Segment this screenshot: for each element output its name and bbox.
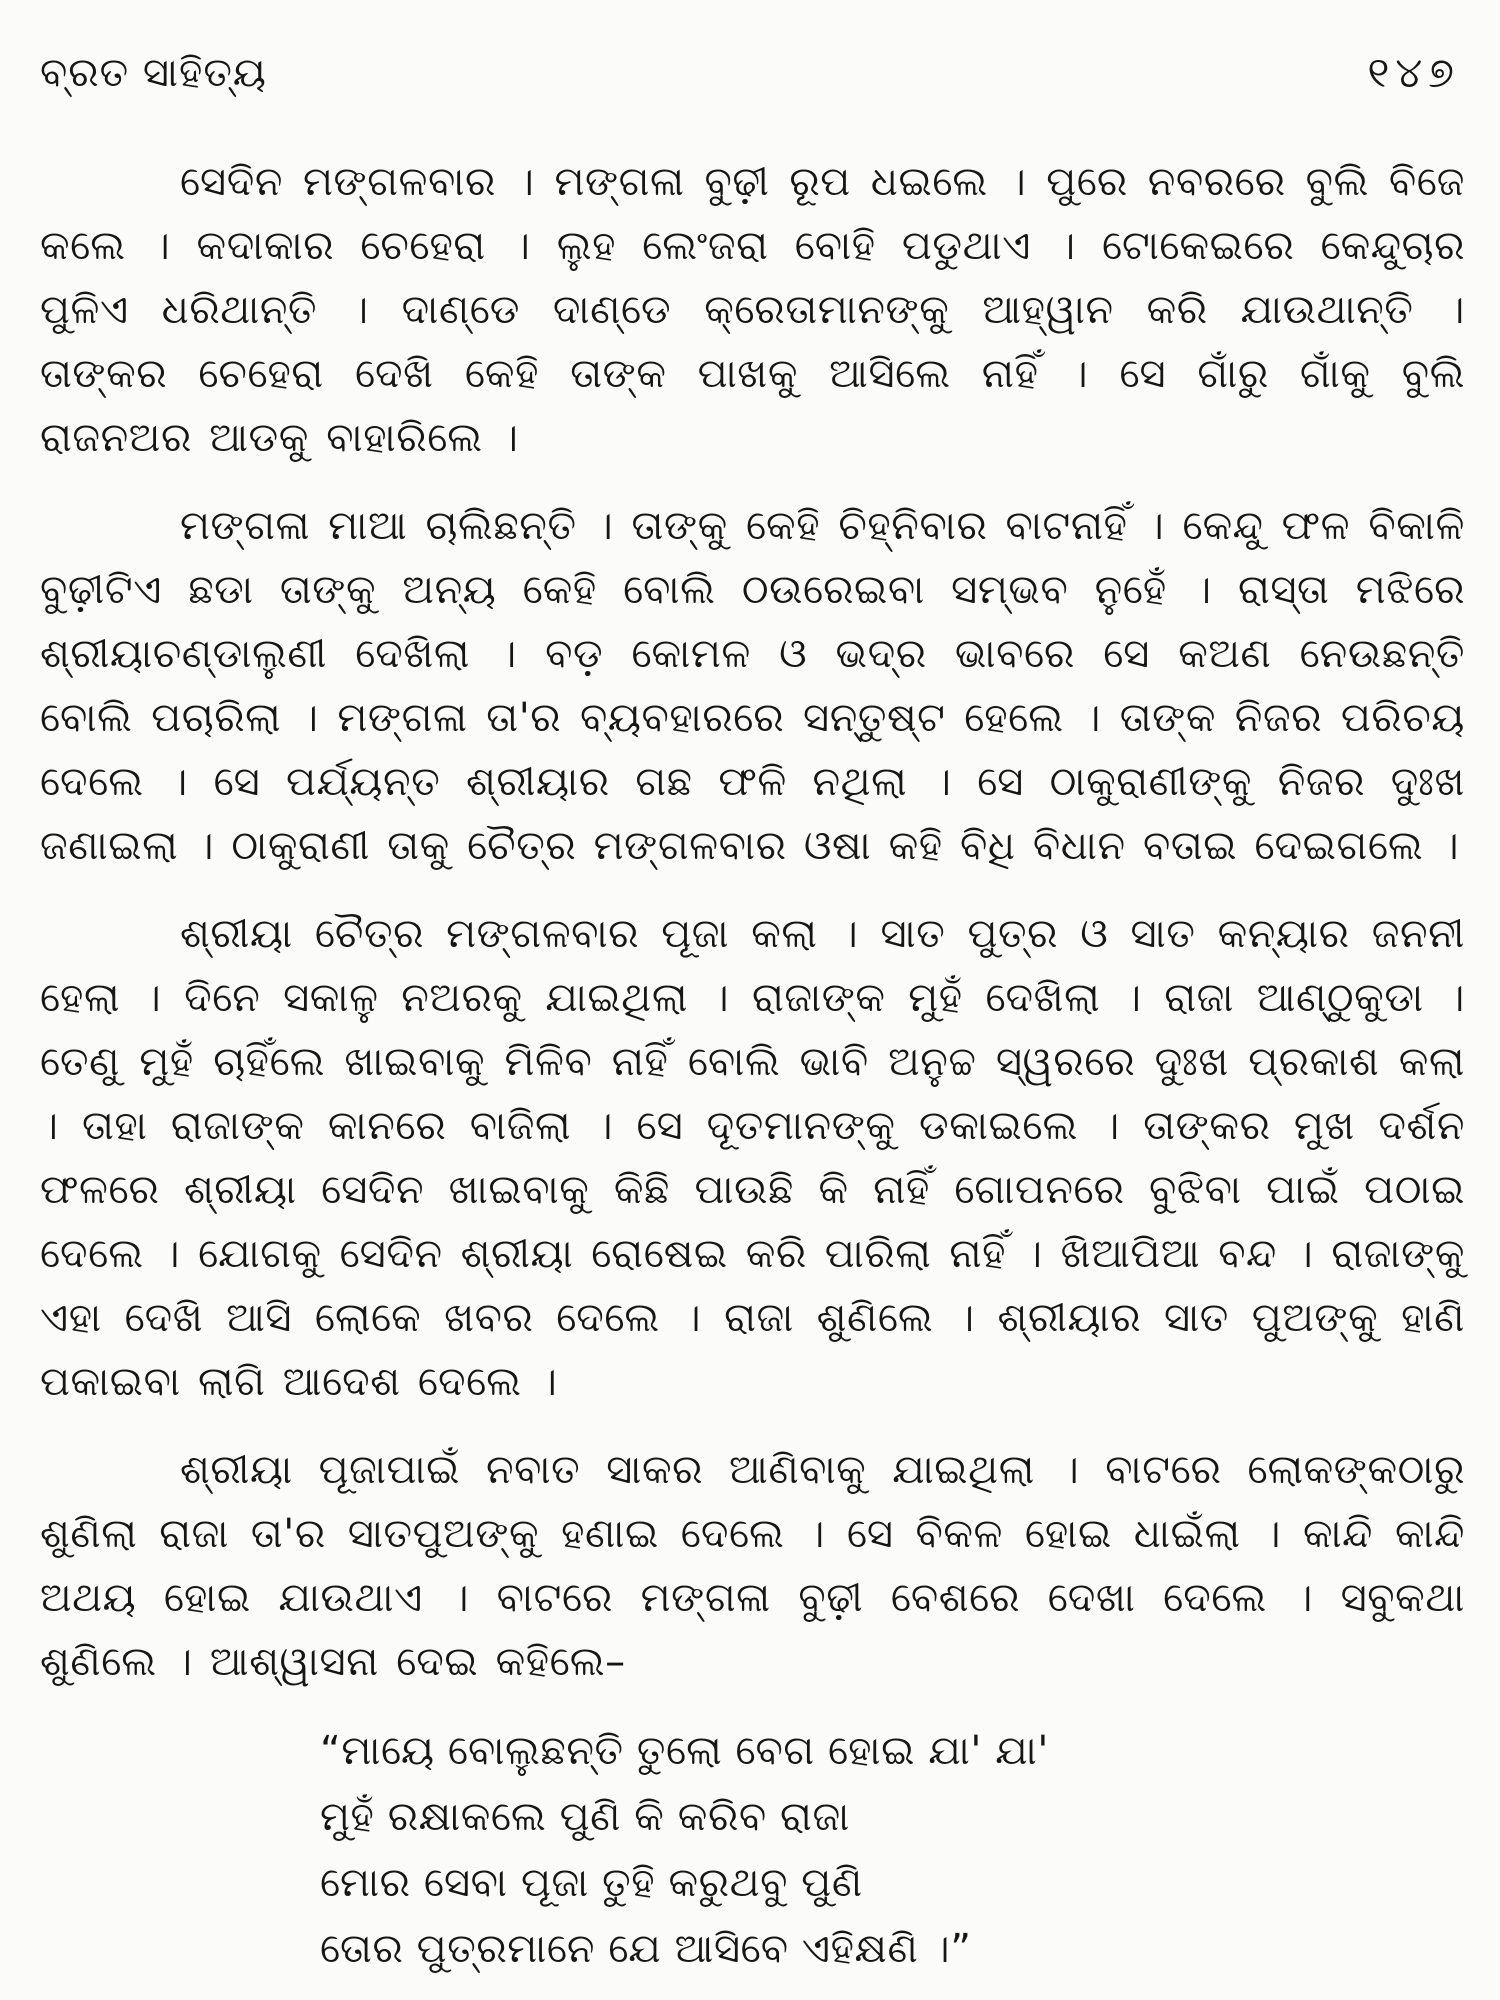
verse-line-1: “ମାୟେ ବୋଲୁଛନ୍ତି ତୁଲୋ ବେଗ ହୋଇ ଯା' ଯା' [320,1728,1049,1774]
header-title: ବ୍ରତ ସାହିତ୍ୟ [40,50,267,96]
paragraph-2: ମଙ୍ଗଳା ମାଆ ଚାଲିଛନ୍ତି । ତାଙ୍କୁ କେହି ଚିହ୍ନିବାର ବାଟନାହିଁ । କେନ୍ଦୁ ଫଳ ବିକାଳି ବୁଢ଼ୀଟିଏ ଛଡା ତାଙ୍କୁ ଅନ୍ୟ କେହି ବୋଲି ଠଉରେଇବା ସମ୍ଭବ ନୁହେଁ । ରାସ୍ତା ମଝିରେ ଶ୍ରୀୟାଚଣ୍ଡାଲୁଣୀ ଦେଖିଲା । ବଡ଼ କୋମଳ ଓ ଭଦ୍ର ଭାବରେ ସେ କଅଣ ନେଉଛନ୍ତି ବୋଲି ପଚାରିଲା । ମଙ୍ଗଳା ତା'ର ବ୍ୟବହାରରେ ସନ୍ତୁଷ୍ଟ ହେଲେ । ତାଙ୍କ ନିଜର ପରିଚୟ ଦେଲେ । ସେ ପର୍ଯ୍ୟନ୍ତ ଶ୍ରୀୟାର ଗଛ ଫଳି ନଥିଲା । ସେ ଠାକୁରାଣୀଙ୍କୁ ନିଜର ଦୁଃଖ ଜଣାଇଲା । ଠାକୁରାଣୀ ତାକୁ ଚୈତ୍ର ମଙ୍ଗଳବାର ଓଷା କହି ବିଧି ବିଧାନ ବତାଇ ଦେଇଗଲେ । [40,503,1465,869]
paragraph-4: ଶ୍ରୀୟା ପୂଜାପାଇଁ ନବାତ ସାକର ଆଣିବାକୁ ଯାଇଥିଲା । ବାଟରେ ଲୋକଙ୍କଠାରୁ ଶୁଣିଲା ରାଜା ତା'ର ସାତପୁଅଙ୍କୁ ହଣାଇ ଦେଲେ । ସେ ବିକଳ ହୋଇ ଧାଇଁଲା । କାନ୍ଦି କାନ୍ଦି ଅଥୟ ହୋଇ ଯାଉଥାଏ । ବାଟରେ ମଙ୍ଗଳା ବୁଢ଼ୀ ବେଶରେ ଦେଖା ଦେଲେ । ସବୁକଥା ଶୁଣିଲେ । ଆଶ୍ୱାସନା ଦେଇ କହିଲେ– [40,1447,1465,1685]
verse-line-3: ମୋର ସେବା ପୂଜା ତୁହି କରୁଥବୁ ପୁଣି [320,1860,863,1906]
verse-line-4: ତୋର ପୁତ୍ରମାନେ ଯେ ଆସିବେ ଏହିକ୍ଷଣି ।” [320,1926,972,1972]
verse-line-2: ମୁହଁ ରକ୍ଷାକଲେ ପୁଣି କି କରିବ ରାଜା [320,1794,850,1840]
page-number: ୧୪୭ [1367,48,1460,97]
running-header [40,38,1460,108]
paragraph-3: ଶ୍ରୀୟା ଚୈତ୍ର ମଙ୍ଗଳବାର ପୂଜା କଲା । ସାତ ପୁତ୍ର ଓ ସାତ କନ୍ୟାର ଜନନୀ ହେଲା । ଦିନେ ସକାଳୁ ନଅରକୁ ଯାଇଥିଲା । ରାଜାଙ୍କ ମୁହଁ ଦେଖିଲା । ରାଜା ଆଣ୍ଠୁକୁଡା । ତେଣୁ ମୁହଁ ଚାହିଁଲେ ଖାଇବାକୁ ମିଳିବ ନାହିଁ ବୋଲି ଭାବି ଅନୁଚ୍ଚ ସ୍ୱରରେ ଦୁଃଖ ପ୍ରକାଶ କଲା । ତାହା ରାଜାଙ୍କ କାନରେ ବାଜିଲା । ସେ ଦୂତମାନଙ୍କୁ ଡକାଇଲେ । ତାଙ୍କର ମୁଖ ଦର୍ଶନ ଫଳରେ ଶ୍ରୀୟା ସେଦିନ ଖାଇବାକୁ କିଛି ପାଉଛି କି ନାହିଁ ଗୋପନରେ ବୁଝିବା ପାଇଁ ପଠାଇ ଦେଲେ । ଯୋଗକୁ ସେଦିନ ଶ୍ରୀୟା ରୋଷେଇ କରି ପାରିଲା ନାହିଁ । ଖିଆପିଆ ବନ୍ଦ । ରାଜାଙ୍କୁ ଏହା ଦେଖି ଆସି ଲୋକେ ଖବର ଦେଲେ । ରାଜା ଶୁଣିଲେ । ଶ୍ରୀୟାର ସାତ ପୁଅଙ୍କୁ ହାଣି ପକାଇବା ଲାଗି ଆଦେଶ ଦେଲେ । [40,911,1465,1405]
paragraph-1: ସେଦିନ ମଙ୍ଗଳବାର । ମଙ୍ଗଳା ବୁଢ଼ୀ ରୂପ ଧଇଲେ । ପୁରେ ନବରରେ ବୁଲି ବିଜେ କଲେ । କଦାକାର ଚେହେରା । ଲୁହ ଲେଂଜରା ବୋହି ପଡୁଥାଏ । ଟୋକେଇରେ କେନ୍ଦୁଚାର ପୁଳିଏ ଧରିଥାନ୍ତି । ଦାଣ୍ଡେ ଦାଣ୍ଡେ କ୍ରେତାମାନଙ୍କୁ ଆହ୍ୱାନ କରି ଯାଉଥାନ୍ତି । ତାଙ୍କର ଚେହେରା ଦେଖି କେହି ତାଙ୍କ ପାଖକୁ ଆସିଲେ ନାହିଁ । ସେ ଗାଁରୁ ଗାଁକୁ ବୁଲି ରାଜନଅର ଆଡକୁ ବାହାରିଲେ । [40,159,1465,461]
body-text [40,150,1465,1982]
verse-block [320,1718,1220,1982]
